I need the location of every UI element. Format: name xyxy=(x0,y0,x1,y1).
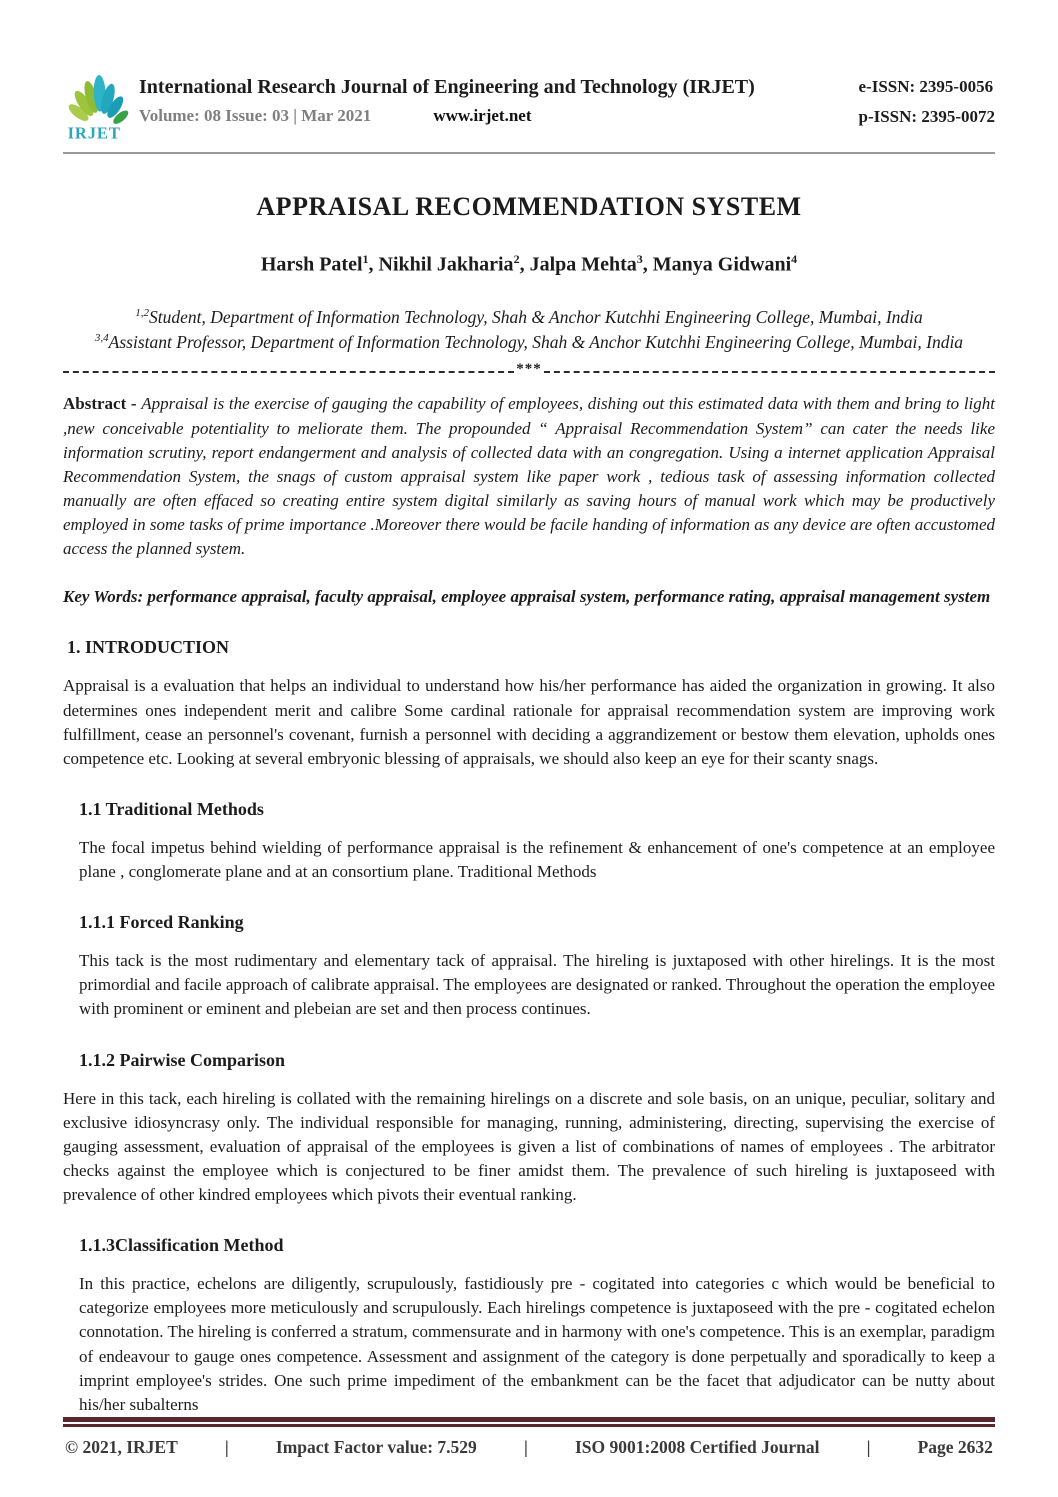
irjet-logo xyxy=(63,72,129,144)
section-pairwise-comparison xyxy=(63,1022,995,1208)
section-paragraph: Appraisal is a evaluation that helps an individual to understand how his/her performance has aided the organization in growing. It also determines ones independent merit and calibre Some cardinal rationale for appraisal recommendation system are improving work fulfillment, cease an personnel's covenant, furnish a personnel with deciding a aggrandizement or bestow them elevation, upholds ones competence etc. Looking at several embryonic blessing of appraisals, we should also keep an eye for their scanty snags. xyxy=(63,676,995,768)
author-sup: 3 xyxy=(636,252,643,266)
keywords-paragraph xyxy=(63,585,995,609)
footer-pipe: | xyxy=(523,1436,528,1457)
section-heading: 1.1.3Classification Method xyxy=(79,1235,284,1256)
header-subline xyxy=(139,102,849,130)
author-sup: 1 xyxy=(362,252,369,266)
journal-website: www.irjet.net xyxy=(433,106,532,125)
section-heading: 1.1.1 Forced Ranking xyxy=(79,912,244,933)
abstract-paragraph xyxy=(63,392,995,561)
author-sup: 2 xyxy=(513,252,520,266)
section-heading: 1. INTRODUCTION xyxy=(67,637,230,658)
section-separator xyxy=(63,361,995,378)
irjet-logo-graphic xyxy=(63,72,129,144)
section-paragraph: In this practice, echelons are diligently, scrupulously, fastidiously pre - cogitated into categories c which would be beneficial to categorize employees more meticulously and scrupulously. Each hirelings competence is juxtaposeed with the pre - cogitated echelon connotation. The hireling is conferred a stratum, commensurate and in harmony with one's competence. This is an exemplar, paradigm of endeavour to gauge ones competence. Assessment and assignment of the category is done perpetually and sporadically to keep a imprint employee's strides. One such prime impediment of the embankment can be the facet that adjudicator can be nutty about his/her subalterns xyxy=(79,1274,995,1414)
section-heading: 1.1.2 Pairwise Comparison xyxy=(79,1049,285,1070)
separator-stars: *** xyxy=(516,361,542,378)
irjet-logo-text: IRJET xyxy=(67,123,121,143)
abstract-label: Abstract - xyxy=(63,394,142,414)
page-footer xyxy=(63,1417,995,1497)
section-introduction xyxy=(63,609,995,771)
footer-copyright: © 2021, IRJET xyxy=(65,1436,178,1457)
author-name: , Nikhil Jakharia xyxy=(368,253,514,276)
footer-page-number: Page 2632 xyxy=(917,1436,993,1457)
journal-header xyxy=(63,72,995,154)
separator-dashes-right xyxy=(544,371,995,373)
footer-certification: ISO 9001:2008 Certified Journal xyxy=(574,1436,820,1457)
section-paragraph: Here in this tack, each hireling is collated with the remaining hirelings on a discrete and sole basis, on an unique, peculiar, solitary and exclusive idiosyncrasy only. The individual responsible for managing, running, administering, directing, supervising the exercise of gauging assessment, evaluation of appraisal of the employees is given a list of combinations of names of employees . The arbitrator checks against the employee which is conjectured to be finer amidst them. The prevalence of such hireling is juxtaposeed with prevalence of other kindred employees which pivots their eventual ranking. xyxy=(63,1088,995,1205)
affiliation-sup: 3,4 xyxy=(94,332,109,345)
author-line xyxy=(63,252,995,277)
section-heading: 1.1 Traditional Methods xyxy=(79,798,264,819)
affiliations xyxy=(63,305,995,356)
affiliation-line xyxy=(63,330,995,355)
affiliation-text: Student, Department of Information Technology, Shah & Anchor Kutchhi Engineering College, Mumbai, India xyxy=(148,306,923,327)
section-traditional-methods xyxy=(63,771,995,884)
author-sup: 4 xyxy=(791,252,798,266)
separator-dashes-left xyxy=(63,371,514,373)
footer-rule xyxy=(63,1417,995,1427)
author-name: Harsh Patel xyxy=(260,253,363,276)
section-forced-ranking xyxy=(63,884,995,1021)
affiliation-line xyxy=(63,305,995,330)
affiliation-text: Assistant Professor, Department of Information Technology, Shah & Anchor Kutchhi Engineering College, Mumbai, India xyxy=(108,332,964,353)
section-paragraph: The focal impetus behind wielding of performance appraisal is the refinement & enhancement of one's competence at an employee plane , conglomerate plane and at an consortium plane. Traditional Methods xyxy=(79,837,995,882)
keywords-text: : performance appraisal, faculty appraisal, employee appraisal system, performance rating, appraisal management system xyxy=(137,587,991,607)
author-name: , Jalpa Mehta xyxy=(519,253,637,276)
section-classification-method xyxy=(63,1207,995,1417)
footer-text-row xyxy=(63,1427,995,1458)
section-paragraph: This tack is the most rudimentary and elementary tack of appraisal. The hireling is juxtaposed with other hirelings. It is the most primordial and facile approach of calibrate appraisal. The employees are designated or ranked. Throughout the operation the employee with prominent or eminent and plebeian are set and then process continues. xyxy=(79,951,995,1019)
journal-name: International Research Journal of Engineering and Technology (IRJET) xyxy=(139,76,755,98)
abstract-text: Appraisal is the exercise of gauging the capability of employees, dishing out this estimated data with them and bring to light ,new conceivable potentiality to meliorate them. The propounded “ Appraisal Recommendation System” can cater the needs like information scrutiny, report endangerment and analysis of collected data with an congregation. Using a internet application Appraisal Recommendation System, the snags of custom appraisal system like paper work , tedious task of assessing information collected manually are often effaced so creating entire system digital similarly as saving hours of manual work which may be productively employed in some tasks of prime importance .Moreover there would be facile handing of information as any device are often accustomed access the planned system. xyxy=(63,394,995,559)
author-name: , Manya Gidwani xyxy=(642,253,792,276)
header-middle xyxy=(139,72,849,130)
affiliation-sup: 1,2 xyxy=(135,306,149,319)
paper-title: APPRAISAL RECOMMENDATION SYSTEM xyxy=(256,192,802,221)
e-issn: e-ISSN: 2395-0056 xyxy=(858,77,994,96)
p-issn: p-ISSN: 2395-0072 xyxy=(858,107,995,126)
issn-block xyxy=(859,72,996,132)
keywords-label: Key Words xyxy=(63,587,138,607)
footer-pipe: | xyxy=(224,1436,229,1457)
volume-issue: Volume: 08 Issue: 03 | Mar 2021 xyxy=(139,106,372,125)
footer-pipe: | xyxy=(866,1436,871,1457)
footer-impact-factor: Impact Factor value: 7.529 xyxy=(275,1436,477,1457)
